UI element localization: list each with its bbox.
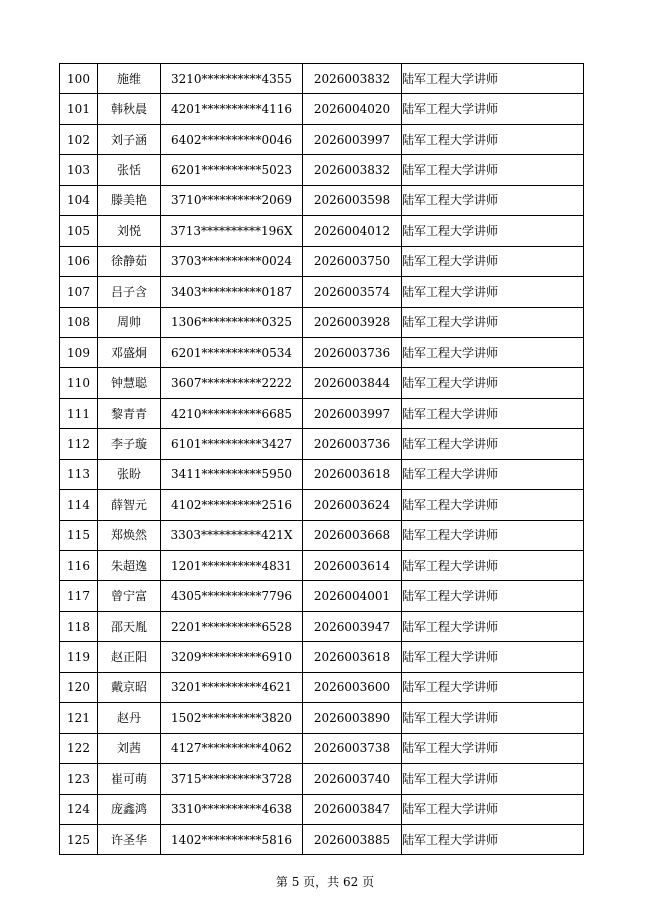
post-title: 陆军工程大学讲师	[402, 551, 584, 581]
post-code: 2026003618	[303, 642, 402, 672]
candidate-name: 张恬	[98, 155, 161, 185]
post-code: 2026003614	[303, 551, 402, 581]
masked-id-number: 6402**********0046	[161, 124, 303, 154]
post-code: 2026003844	[303, 368, 402, 398]
post-code: 2026003574	[303, 277, 402, 307]
row-number: 115	[60, 520, 98, 550]
post-code: 2026003750	[303, 246, 402, 276]
candidate-name: 吕子含	[98, 277, 161, 307]
table-row	[60, 337, 584, 367]
post-code: 2026003847	[303, 794, 402, 824]
masked-id-number: 6201**********0534	[161, 337, 303, 367]
candidate-name: 钟慧聪	[98, 368, 161, 398]
row-number: 109	[60, 337, 98, 367]
row-number: 103	[60, 155, 98, 185]
row-number: 117	[60, 581, 98, 611]
post-code: 2026003618	[303, 459, 402, 489]
post-code: 2026003885	[303, 824, 402, 854]
row-number: 101	[60, 94, 98, 124]
masked-id-number: 1201**********4831	[161, 551, 303, 581]
candidate-name: 张盼	[98, 459, 161, 489]
table-row	[60, 824, 584, 854]
masked-id-number: 3715**********3728	[161, 764, 303, 794]
row-number: 111	[60, 398, 98, 428]
table-row	[60, 551, 584, 581]
masked-id-number: 1402**********5816	[161, 824, 303, 854]
table-row	[60, 398, 584, 428]
post-title: 陆军工程大学讲师	[402, 520, 584, 550]
post-title: 陆军工程大学讲师	[402, 642, 584, 672]
post-code: 2026003890	[303, 703, 402, 733]
post-title: 陆军工程大学讲师	[402, 368, 584, 398]
page-footer: 第 5 页，共 62 页	[275, 875, 375, 889]
masked-id-number: 6101**********3427	[161, 429, 303, 459]
post-title: 陆军工程大学讲师	[402, 764, 584, 794]
table-row	[60, 368, 584, 398]
row-number: 118	[60, 611, 98, 641]
masked-id-number: 3607**********2222	[161, 368, 303, 398]
candidate-name: 薛智元	[98, 490, 161, 520]
candidate-name: 赵丹	[98, 703, 161, 733]
post-title: 陆军工程大学讲师	[402, 216, 584, 246]
masked-id-number: 3411**********5950	[161, 459, 303, 489]
row-number: 119	[60, 642, 98, 672]
row-number: 123	[60, 764, 98, 794]
masked-id-number: 3201**********4621	[161, 672, 303, 702]
candidate-name: 庞鑫鸿	[98, 794, 161, 824]
post-title: 陆军工程大学讲师	[402, 490, 584, 520]
table-row	[60, 277, 584, 307]
masked-id-number: 3703**********0024	[161, 246, 303, 276]
post-code: 2026003738	[303, 733, 402, 763]
candidate-name: 韩秋晨	[98, 94, 161, 124]
post-code: 2026003598	[303, 185, 402, 215]
row-number: 104	[60, 185, 98, 215]
row-number: 124	[60, 794, 98, 824]
row-number: 102	[60, 124, 98, 154]
masked-id-number: 3710**********2069	[161, 185, 303, 215]
candidate-name: 许圣华	[98, 824, 161, 854]
masked-id-number: 1502**********3820	[161, 703, 303, 733]
candidate-name: 刘悦	[98, 216, 161, 246]
candidate-name: 刘子涵	[98, 124, 161, 154]
post-code: 2026003997	[303, 124, 402, 154]
candidate-table	[59, 63, 584, 855]
candidate-name: 朱超逸	[98, 551, 161, 581]
candidate-name: 戴京昭	[98, 672, 161, 702]
table-row	[60, 520, 584, 550]
table-row	[60, 581, 584, 611]
row-number: 125	[60, 824, 98, 854]
post-title: 陆军工程大学讲师	[402, 277, 584, 307]
post-code: 2026004020	[303, 94, 402, 124]
post-title: 陆军工程大学讲师	[402, 94, 584, 124]
candidate-name: 邓盛炯	[98, 337, 161, 367]
masked-id-number: 3303**********421X	[161, 520, 303, 550]
table-row	[60, 794, 584, 824]
post-title: 陆军工程大学讲师	[402, 307, 584, 337]
table-row	[60, 642, 584, 672]
candidate-name: 曾宁富	[98, 581, 161, 611]
candidate-name: 滕美艳	[98, 185, 161, 215]
candidate-name: 周帅	[98, 307, 161, 337]
post-title: 陆军工程大学讲师	[402, 672, 584, 702]
masked-id-number: 2201**********6528	[161, 611, 303, 641]
row-number: 108	[60, 307, 98, 337]
candidate-name: 刘茜	[98, 733, 161, 763]
row-number: 112	[60, 429, 98, 459]
table-row	[60, 246, 584, 276]
post-title: 陆军工程大学讲师	[402, 824, 584, 854]
row-number: 121	[60, 703, 98, 733]
post-code: 2026003736	[303, 337, 402, 367]
post-title: 陆军工程大学讲师	[402, 64, 584, 94]
candidate-name: 郑焕然	[98, 520, 161, 550]
row-number: 100	[60, 64, 98, 94]
masked-id-number: 4127**********4062	[161, 733, 303, 763]
post-title: 陆军工程大学讲师	[402, 611, 584, 641]
table-row	[60, 703, 584, 733]
post-code: 2026004012	[303, 216, 402, 246]
post-code: 2026003832	[303, 64, 402, 94]
post-code: 2026003832	[303, 155, 402, 185]
row-number: 116	[60, 551, 98, 581]
masked-id-number: 4102**********2516	[161, 490, 303, 520]
post-title: 陆军工程大学讲师	[402, 429, 584, 459]
table-row	[60, 429, 584, 459]
row-number: 107	[60, 277, 98, 307]
post-title: 陆军工程大学讲师	[402, 246, 584, 276]
table-row	[60, 611, 584, 641]
post-title: 陆军工程大学讲师	[402, 794, 584, 824]
table-row	[60, 216, 584, 246]
row-number: 120	[60, 672, 98, 702]
masked-id-number: 4201**********4116	[161, 94, 303, 124]
table-row	[60, 307, 584, 337]
candidate-name: 赵正阳	[98, 642, 161, 672]
masked-id-number: 3403**********0187	[161, 277, 303, 307]
post-title: 陆军工程大学讲师	[402, 703, 584, 733]
post-title: 陆军工程大学讲师	[402, 733, 584, 763]
post-code: 2026004001	[303, 581, 402, 611]
post-title: 陆军工程大学讲师	[402, 459, 584, 489]
masked-id-number: 4305**********7796	[161, 581, 303, 611]
table-row	[60, 490, 584, 520]
post-code: 2026003947	[303, 611, 402, 641]
row-number: 114	[60, 490, 98, 520]
post-title: 陆军工程大学讲师	[402, 398, 584, 428]
table-row	[60, 155, 584, 185]
table-row	[60, 185, 584, 215]
table-body	[60, 64, 584, 855]
post-code: 2026003736	[303, 429, 402, 459]
candidate-name: 李子璇	[98, 429, 161, 459]
table-row	[60, 672, 584, 702]
candidate-name: 施维	[98, 64, 161, 94]
masked-id-number: 6201**********5023	[161, 155, 303, 185]
post-code: 2026003928	[303, 307, 402, 337]
row-number: 106	[60, 246, 98, 276]
row-number: 122	[60, 733, 98, 763]
table-row	[60, 64, 584, 94]
row-number: 113	[60, 459, 98, 489]
post-code: 2026003997	[303, 398, 402, 428]
masked-id-number: 3310**********4638	[161, 794, 303, 824]
candidate-name: 邵天胤	[98, 611, 161, 641]
post-code: 2026003600	[303, 672, 402, 702]
masked-id-number: 3210**********4355	[161, 64, 303, 94]
table-row	[60, 459, 584, 489]
masked-id-number: 3209**********6910	[161, 642, 303, 672]
post-title: 陆军工程大学讲师	[402, 155, 584, 185]
row-number: 105	[60, 216, 98, 246]
post-title: 陆军工程大学讲师	[402, 124, 584, 154]
candidate-name: 黎青青	[98, 398, 161, 428]
row-number: 110	[60, 368, 98, 398]
masked-id-number: 3713**********196X	[161, 216, 303, 246]
post-title: 陆军工程大学讲师	[402, 185, 584, 215]
table-row	[60, 124, 584, 154]
table-row	[60, 733, 584, 763]
masked-id-number: 4210**********6685	[161, 398, 303, 428]
post-code: 2026003740	[303, 764, 402, 794]
post-code: 2026003624	[303, 490, 402, 520]
masked-id-number: 1306**********0325	[161, 307, 303, 337]
post-code: 2026003668	[303, 520, 402, 550]
table-row	[60, 764, 584, 794]
table-row	[60, 94, 584, 124]
post-title: 陆军工程大学讲师	[402, 337, 584, 367]
candidate-name: 崔可萌	[98, 764, 161, 794]
post-title: 陆军工程大学讲师	[402, 581, 584, 611]
candidate-name: 徐静茹	[98, 246, 161, 276]
